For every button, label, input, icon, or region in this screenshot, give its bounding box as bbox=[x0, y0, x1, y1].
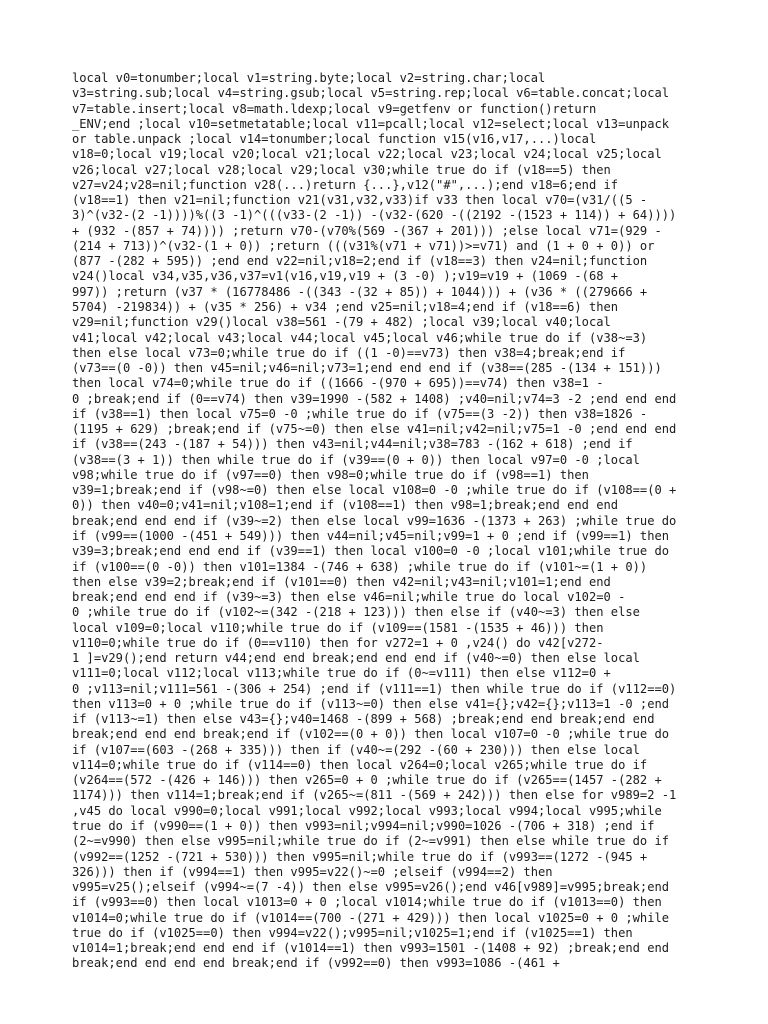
lua-code-block: local v0=tonumber;local v1=string.byte;local v2=string.char;local v3=string.sub;local v4=string.gsub;local v5=string.rep;local v6=table.concat;local v7=table.insert;local v8=math.ldexp;local v9=getfenv or function()return _ENV;end ;local v10=setmetatable;local v11=pcall;local v12=select;local v13=unpack or table.unpack ;local v14=tonumber;local function v15(v16,v17,...)local v18=0;local v19;local v20;local v21;local v22;local v23;local v24;local v25;local v26;local v27;local v28;local v29;local v30;while true do if (v18==5) then v27=v24;v28=nil;function v28(...)return {...},v12("#",...);end v18=6;end if (v18==1) then v21=nil;function v21(v31,v32,v33)if v33 then local v70=(v31/((5 - 3)^(v32-(2 -1))))%((3 -1)^(((v33-(2 -1)) -(v32-(620 -((2192 -(1523 + 114)) + 64)))) + (932 -(857 + 74)))) ;return v70-(v70%(569 -(367 + 201))) ;else local v71=(929 - (214 + 713))^(v32-(1 + 0)) ;return (((v31%(v71 + v71))>=v71) and (1 + 0 + 0)) or (877 -(282 + 595)) ;end end v22=nil;v18=2;end if (v18==3) then v24=nil;function v24()local v34,v35,v36,v37=v1(v16,v19,v19 + (3 -0) );v19=v19 + (1069 -(68 + 997)) ;return (v37 * (16778486 -((343 -(32 + 85)) + 1044))) + (v36 * ((279666 + 5704) -219834)) + (v35 * 256) + v34 ;end v25=nil;v18=4;end if (v18==6) then v29=nil;function v29()local v38=561 -(79 + 482) ;local v39;local v40;local v41;local v42;local v43;local v44;local v45;local v46;while true do if (v38~=3) then else local v73=0;while true do if ((1 -0)==v73) then v38=4;break;end if (v73==(0 -0)) then v45=nil;v46=nil;v73=1;end end end if (v38==(285 -(134 + 151))) then local v74=0;while true do if ((1666 -(970 + 695))==v74) then v38=1 - 0 ;break;end if (0==v74) then v39=1990 -(582 + 1408) ;v40=nil;v74=3 -2 ;end end end if (v38==1) then local v75=0 -0 ;while true do if (v75==(3 -2)) then v38=1826 - (1195 + 629) ;break;end if (v75~=0) then else v41=nil;v42=nil;v75=1 -0 ;end end end if (v38==(243 -(187 + 54))) then v43=nil;v44=nil;v38=783 -(162 + 618) ;end if (v38==(3 + 1)) then while true do if (v39==(0 + 0)) then local v97=0 -0 ;local v98;while true do if (v97==0) then v98=0;while true do if (v98==1) then v39=1;break;end if (v98~=0) then else local v108=0 -0 ;while true do if (v108==(0 + 0)) then v40=0;v41=nil;v108=1;end if (v108==1) then v98=1;break;end end end break;end end end if (v39~=2) then else local v99=1636 -(1373 + 263) ;while true do if (v99==(1000 -(451 + 549))) then v44=nil;v45=nil;v99=1 + 0 ;end if (v99==1) then v39=3;break;end end end if (v39==1) then local v100=0 -0 ;local v101;while true do if (v100==(0 -0)) then v101=1384 -(746 + 638) ;while true do if (v101~=(1 + 0)) then else v39=2;break;end if (v101==0) then v42=nil;v43=nil;v101=1;end end break;end end end if (v39~=3) then else v46=nil;while true do local v102=0 - 0 ;while true do if (v102~=(342 -(218 + 123))) then else if (v40~=3) then else local v109=0;local v110;while true do if (v109==(1581 -(1535 + 46))) then v110=0;while true do if (0==v110) then for v272=1 + 0 ,v24() do v42[v272- 1 ]=v29();end return v44;end end break;end end end if (v40~=0) then else local v111=0;local v112;local v113;while true do if (0~=v111) then else v112=0 + 0 ;v113=nil;v111=561 -(306 + 254) ;end if (v111==1) then while true do if (v112==0) then v113=0 + 0 ;while true do if (v113~=0) then else v41={};v42={};v113=1 -0 ;end if (v113~=1) then else v43={};v40=1468 -(899 + 568) ;break;end end break;end end break;end end end break;end if (v102==(0 + 0)) then local v107=0 -0 ;while true do if (v107==(603 -(268 + 335))) then if (v40~=(292 -(60 + 230))) then else local v114=0;while true do if (v114==0) then local v264=0;local v265;while true do if (v264==(572 -(426 + 146))) then v265=0 + 0 ;while true do if (v265==(1457 -(282 + 1174))) then v114=1;break;end if (v265~=(811 -(569 + 242))) then else for v989=2 -1 ,v45 do local v990=0;local v991;local v992;local v993;local v994;local v995;while true do if (v990==(1 + 0)) then v993=nil;v994=nil;v990=1026 -(706 + 318) ;end if (2~=v990) then else v995=nil;while true do if (2~=v991) then else while true do if (v992==(1252 -(721 + 530))) then v995=nil;while true do if (v993==(1272 -(945 + 326))) then if (v994==1) then v995=v22()~=0 ;elseif (v994==2) then v995=v25();elseif (v994~=(7 -4)) then else v995=v26();end v46[v989]=v995;break;end if (v993==0) then local v1013=0 + 0 ;local v1014;while true do if (v1013==0) then v1014=0;while true do if (v1014==(700 -(271 + 429))) then local v1025=0 + 0 ;while true do if (v1025==0) then v994=v22();v995=nil;v1025=1;end if (v1025==1) then v1014=1;break;end end end if (v1014==1) then v993=1501 -(1408 + 92) ;break;end end break;end end end end break;end if (v992==0) then v993=1086 -(461 + bbox=[72, 71, 677, 971]
